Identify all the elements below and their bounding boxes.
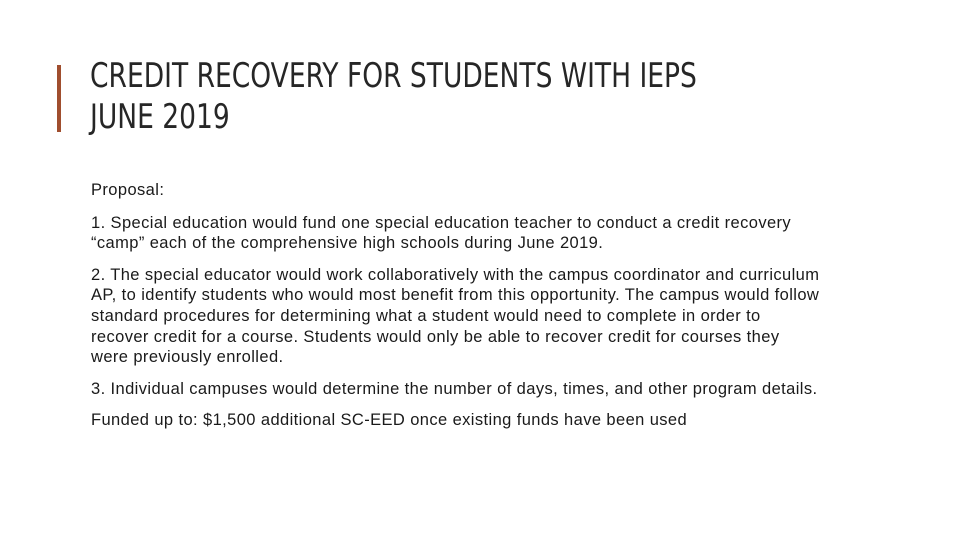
proposal-item-1: 1. Special education would fund one special education teacher to conduct a credit recovery “camp” each of the comprehensive high schools during June 2019. [91, 213, 792, 253]
funding-note: Funded up to: $1,500 additional SC-EED once existing funds have been used [91, 411, 688, 430]
proposal-heading: Proposal: [91, 181, 165, 199]
slide-body [91, 180, 821, 442]
title-line-2: JUNE 2019 [90, 97, 230, 137]
proposal-item-2: 2. The special educator would work collaboratively with the campus coordinator and curriculum AP, to identify students who would most benefit from this opportunity. The campus would follow standard procedures for determining what a student would need to complete in order to recover credit for a course. Students would only be able to recover credit for courses they were previously enrolled. [91, 265, 820, 367]
title-line-1: CREDIT RECOVERY FOR STUDENTS WITH IEPS [90, 56, 697, 96]
proposal-item-3: 3. Individual campuses would determine the number of days, times, and other program details. [91, 379, 818, 398]
slide-title [90, 56, 745, 138]
title-accent-bar [57, 65, 61, 132]
